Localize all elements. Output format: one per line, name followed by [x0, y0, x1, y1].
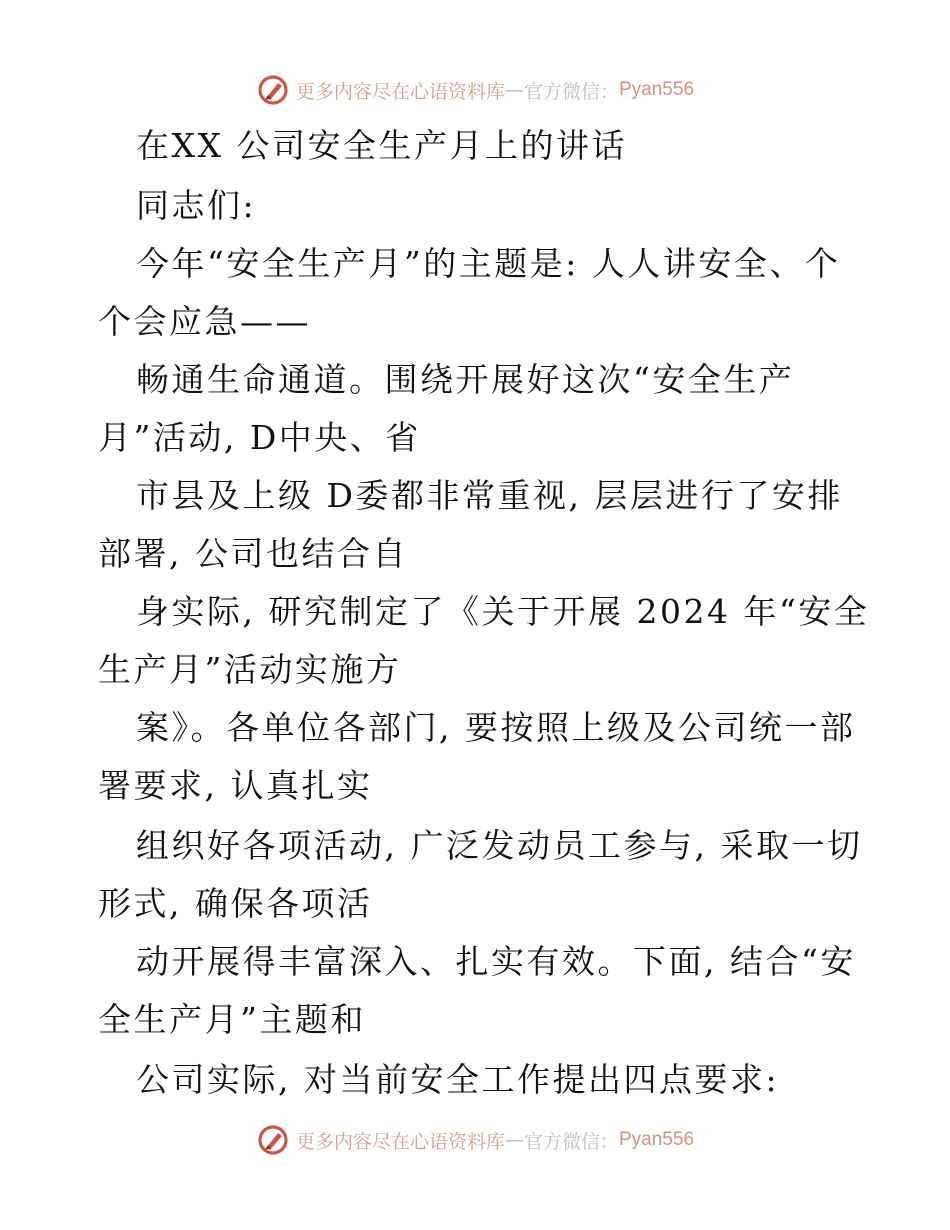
watermark-id: Pyan556: [619, 1129, 695, 1150]
paragraph-line: 畅通生命通道。围绕开展好这次“安全生产: [136, 360, 795, 399]
header-watermark: [0, 72, 950, 108]
paragraph-line: 月”活动, D中央、省: [98, 418, 421, 457]
paragraph-line: 组织好各项活动, 广泛发动员工参与, 采取一切: [136, 826, 863, 865]
paragraph-line: 同志们:: [136, 186, 257, 225]
watermark-dash: —: [504, 79, 524, 101]
watermark-text: 更多内容尽在心语资料库: [295, 80, 505, 103]
watermark-id: Pyan556: [619, 79, 695, 100]
paragraph-line: 市县及上级 D委都非常重视, 层层进行了安排: [136, 476, 843, 515]
paragraph-line: 部署, 公司也结合自: [98, 534, 408, 573]
watermark-dash: —: [504, 1129, 524, 1151]
paragraph-line: 形式, 确保各项活: [98, 884, 373, 923]
paragraph-line: 公司实际, 对当前安全工作提出四点要求:: [136, 1060, 780, 1099]
document-title: 在XX 公司安全生产月上的讲话: [136, 126, 627, 165]
paragraph-line: 动开展得丰富深入、扎实有效。下面, 结合“安: [136, 942, 856, 981]
paragraph-line: 案》。各单位各部门, 要按照上级及公司统一部: [136, 708, 856, 747]
paragraph-line: 全生产月”主题和: [98, 1000, 366, 1039]
paragraph-line: 今年“安全生产月”的主题是: 人人讲安全、个: [136, 244, 841, 283]
pen-logo-icon: [256, 73, 290, 107]
pen-logo-icon: [256, 1123, 290, 1157]
paragraph-line: 身实际, 研究制定了《关于开展 2024 年“安全: [136, 592, 870, 631]
watermark-label: 官方微信：: [523, 1130, 619, 1153]
watermark-label: 官方微信：: [523, 80, 619, 103]
paragraph-line: 个会应急——: [98, 302, 311, 341]
footer-watermark: [0, 1122, 950, 1158]
paragraph-line: 署要求, 认真扎实: [98, 766, 373, 805]
paragraph-line: 生产月”活动实施方: [98, 650, 402, 689]
watermark-text: 更多内容尽在心语资料库: [295, 1130, 505, 1153]
